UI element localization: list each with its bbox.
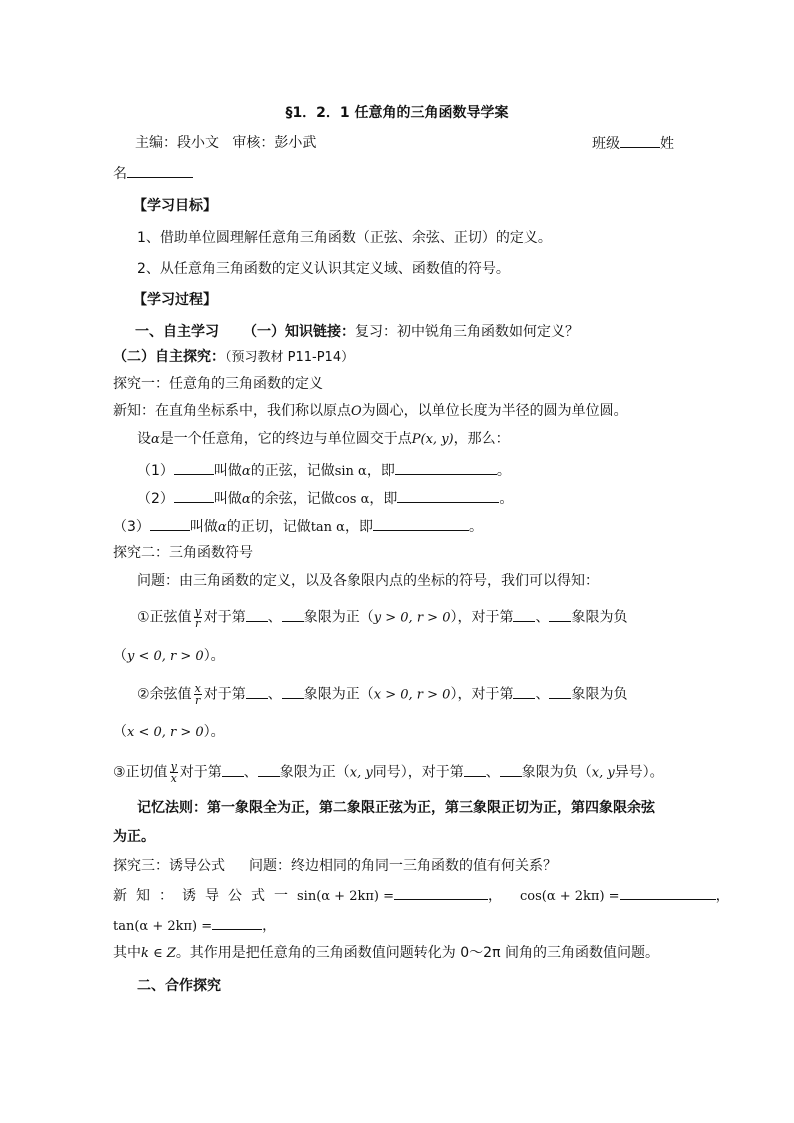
definition-item-tangent (113, 517, 483, 537)
item-num: （1） (137, 463, 174, 479)
part2-title: 二、合作探究 (137, 978, 221, 994)
frac-num: y (194, 605, 201, 618)
tan-symbol: tan α (310, 520, 345, 535)
alpha-symbol: α (151, 432, 160, 447)
frac-den: x (170, 772, 177, 785)
blank (174, 489, 214, 503)
blank (394, 886, 488, 900)
comma: ， (715, 888, 730, 904)
sine-sign-line (137, 606, 627, 629)
blank (282, 685, 304, 699)
item-text: 叫做 (213, 491, 242, 507)
class-label: 班级 (592, 136, 620, 152)
text: 对于第 (203, 686, 246, 703)
text: 对于第 (179, 764, 222, 781)
process-heading: 【学习过程】 (133, 292, 217, 308)
blank (620, 886, 716, 900)
inquiry3-line (113, 857, 557, 875)
let-text-c: ，那么： (453, 431, 510, 447)
inquiry1-let (137, 430, 510, 449)
condition: x, y (349, 765, 373, 781)
blank (549, 608, 571, 622)
item-text: 的正弦，记做 (250, 463, 335, 479)
tan-formula: tan(α + 2kπ) = (113, 919, 213, 934)
condition: y > 0, r > 0 (373, 610, 451, 626)
definition-item-sine (137, 461, 511, 481)
tangent-label: ③正切值 (113, 764, 168, 781)
name-label-a: 姓 (660, 136, 674, 152)
condition: x, y (591, 765, 615, 781)
new-label: 新知：诱导公式一 (113, 888, 297, 904)
alpha-symbol: α (241, 464, 251, 479)
induction-formula-line (113, 886, 730, 906)
cosine-negative-condition (113, 723, 225, 742)
condition: x > 0, r > 0 (373, 687, 451, 703)
text: 象限为正（ (303, 609, 374, 626)
explore-text: （预习教材 P11-P14） (225, 350, 355, 365)
cos-symbol: cos α (334, 492, 370, 507)
blank (500, 763, 522, 777)
text: 、 (535, 609, 550, 626)
knowledge-link-line (135, 323, 579, 341)
item-text: ，即 (344, 519, 373, 535)
inquiry2-question: 问题：由三角函数的定义，以及各象限内点的坐标的符号，我们可以得知： (137, 573, 599, 589)
item-text: 的余弦，记做 (250, 491, 335, 507)
inquiry1-title: 探究一：任意角的三角函数的定义 (113, 376, 323, 392)
text: ）。 (203, 648, 225, 664)
item-end: 。 (496, 463, 511, 479)
new-text-a: 新知：在直角坐标系中，我们称以原点 (113, 403, 351, 419)
text: （ (113, 724, 127, 740)
item-end: 。 (468, 519, 483, 535)
inquiry1-new (113, 402, 628, 421)
text: 象限为正（ (303, 686, 374, 703)
text: 、 (535, 686, 550, 703)
blank (282, 608, 304, 622)
inquiry2-title: 探究二：三角函数符号 (113, 545, 253, 561)
new-text-b: 为圆心，以单位长度为半径的圆为单位圆。 (361, 403, 628, 419)
text: 、 (267, 609, 282, 626)
blank (246, 608, 268, 622)
memory-rule-line-1: 记忆法则：第一象限全为正，第二象限正弦为正，第三象限正切为正，第四象限余弦 (137, 800, 655, 816)
note-text-a: 其中 (113, 945, 141, 961)
x-over-r-fraction (194, 683, 202, 706)
item-text: 叫做 (213, 463, 242, 479)
sine-negative-condition (113, 647, 225, 666)
blank (513, 608, 535, 622)
text: 对于第 (203, 609, 246, 626)
cosine-label: ②余弦值 (137, 686, 192, 703)
let-text-a: 设 (137, 431, 151, 447)
text: 同号），对于第 (372, 764, 464, 781)
name-field (113, 164, 193, 183)
origin-symbol: O (351, 404, 362, 419)
text: 象限为负（ (521, 764, 592, 781)
frac-den: r (195, 617, 201, 630)
self-explore-line (113, 348, 354, 367)
text: 象限为负 (571, 609, 628, 626)
text: ）。 (203, 724, 225, 740)
blank (258, 763, 280, 777)
item-text: 叫做 (189, 519, 218, 535)
item-num: （3） (113, 519, 150, 535)
goals-heading: 【学习目标】 (133, 198, 217, 214)
explore-title: （二）自主探究： (113, 349, 225, 365)
note-text-b: 。其作用是把任意角的三角函数值问题转化为 0～2π 间角的三角函数值问题。 (175, 945, 659, 961)
blank (513, 685, 535, 699)
part1-title: 一、自主学习 (135, 324, 219, 340)
blank (397, 489, 499, 503)
inquiry3-title: 探究三：诱导公式 (113, 858, 225, 874)
item-text: 的正切，记做 (226, 519, 311, 535)
blank (373, 517, 469, 531)
blank (222, 763, 244, 777)
comma: ， (262, 918, 277, 934)
cosine-sign-line (137, 683, 627, 706)
item-text: ，即 (369, 491, 398, 507)
y-over-r-fraction (194, 606, 202, 629)
condition: y < 0, r > 0 (127, 649, 204, 664)
blank (464, 763, 486, 777)
alpha-symbol: α (217, 520, 227, 535)
memory-rule-line-2: 为正。 (113, 829, 155, 845)
frac-den: r (195, 694, 201, 707)
frac-num: y (170, 760, 177, 773)
y-over-x-fraction (170, 761, 178, 784)
blank (246, 685, 268, 699)
item-num: （2） (137, 491, 174, 507)
link-text: 复习：初中锐角三角函数如何定义？ (355, 324, 579, 340)
name-label-b: 名 (113, 166, 127, 182)
sin-symbol: sin α (334, 464, 367, 479)
let-text-b: 是一个任意角，它的终边与单位圆交于点 (159, 431, 412, 447)
class-blank (620, 134, 660, 148)
inquiry3-question: 问题：终边相同的角同一三角函数的值有何关系？ (249, 858, 557, 874)
tan-formula-line (113, 916, 276, 936)
text: 象限为负 (571, 686, 628, 703)
text: 异号）。 (614, 764, 664, 781)
point-symbol: P(x, y) (411, 432, 454, 447)
text: 象限为正（ (279, 764, 350, 781)
text: （ (113, 648, 127, 664)
cos-formula: cos(α + 2kπ) = (520, 889, 620, 904)
item-end: 。 (499, 491, 514, 507)
page-title: §1．2．1 任意角的三角函数导学案 (285, 105, 509, 121)
blank (395, 461, 497, 475)
link-title: （一）知识链接： (243, 324, 355, 340)
condition: x < 0, r > 0 (127, 725, 204, 740)
goal-item-1: 1、借助单位圆理解任意角三角函数（正弦、余弦、正切）的定义。 (137, 230, 552, 246)
text: 、 (485, 764, 500, 781)
definition-item-cosine (137, 489, 513, 509)
alpha-symbol: α (241, 492, 251, 507)
text: ），对于第 (450, 609, 514, 626)
text: ），对于第 (450, 686, 514, 703)
editors-line: 主编：段小文 审核：彭小武 (135, 135, 317, 151)
tangent-sign-line (113, 761, 664, 784)
text: 、 (243, 764, 258, 781)
blank (212, 916, 262, 930)
name-blank (127, 164, 193, 178)
comma: ， (488, 888, 502, 904)
blank (174, 461, 214, 475)
class-field (592, 134, 674, 153)
item-text: ，即 (366, 463, 395, 479)
formula-note (113, 944, 659, 963)
blank (549, 685, 571, 699)
k-in-z: k ∈ Z (141, 946, 176, 961)
goal-item-2: 2、从任意角三角函数的定义认识其定义域、函数值的符号。 (137, 261, 510, 277)
frac-num: x (194, 682, 201, 695)
text: 、 (267, 686, 282, 703)
sin-formula: sin(α + 2kπ) = (297, 889, 394, 904)
sine-label: ①正弦值 (137, 609, 192, 626)
blank (150, 517, 190, 531)
